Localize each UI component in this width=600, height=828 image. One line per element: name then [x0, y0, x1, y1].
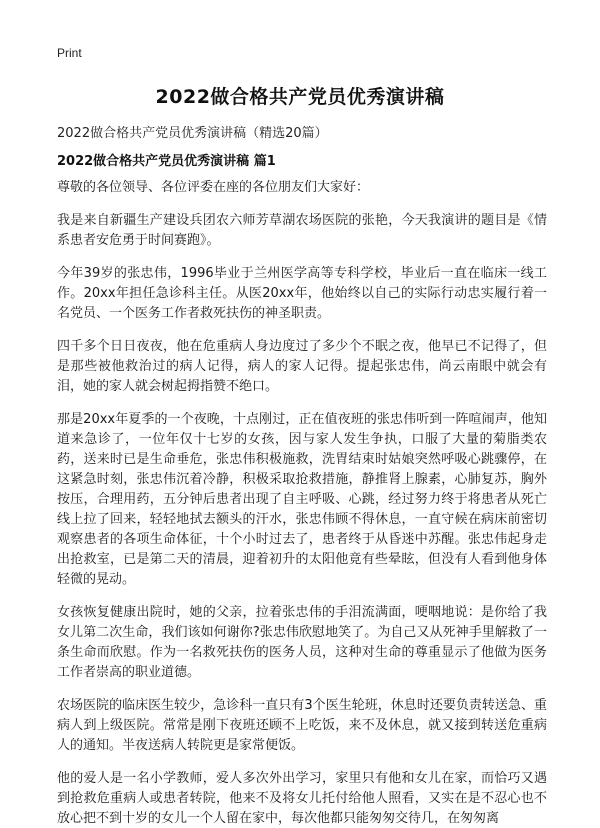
paragraph: 那是20xx年夏季的一个夜晚，十点刚过，正在值夜班的张忠伟听到一阵喧闹声，他知道来急诊了，一位年仅十七岁的女孩，因与家人发生争执，口服了大量的菊脂类农药，送来时已是生命垂危，张忠伟积极施救，洗胃结束时姑娘突然呼吸心跳骤停，在这紧急时刻，张忠伟沉着冷静，积极采取抢救措施，静推肾上腺素，心肺复苏，胸外按压，合理用药，五分钟后患者出现了自主呼吸、心跳，经过努力终于将患者从死亡线上拉了回来，轻轻地拭去额头的汗水，张忠伟顾不得休息，一直守候在病床前密切观察患者的各项生命体征，十个小时过去了，患者终于从昏迷中苏醒。张忠伟起身走出抢救室，已是第二天的清晨，迎着初升的太阳他竟有些晕眩，但没有人看到他身体轻微的晃动。 — [57, 412, 547, 587]
paragraph: 今年39岁的张忠伟，1996毕业于兰州医学高等专科学校，毕业后一直在临床一线工作。20xx年担任急诊科主任。从医20xx年，他始终以自己的实际行动忠实履行着一名党员、一个医务工作者救死扶伤的神圣职责。 — [57, 266, 547, 321]
paragraph: 女孩恢复健康出院时，她的父亲，拉着张忠伟的手泪流满面，哽咽地说：是你给了我女儿第二次生命，我们该如何谢你?张忠伟欣慰地笑了。为自己又从死神手里解救了一条生命而欣慰。作为一名救死扶伤的医务人员，这种对生命的尊重显示了他做为医务工作者崇高的职业道德。 — [57, 605, 547, 680]
document-subtitle: 2022做合格共产党员优秀演讲稿（精选20篇） — [57, 126, 328, 141]
article-body — [57, 178, 547, 828]
paragraph: 他的爱人是一名小学教师，爱人多次外出学习，家里只有他和女儿在家，而恰巧又遇到抢救危重病人或患者转院，他来不及将女儿托付给他人照看，又实在是不忍心也不放心把不到十岁的女儿一个人留在家中，每次他都只能匆匆交待几，在匆匆离 — [57, 771, 547, 826]
print-label[interactable]: Print — [57, 46, 82, 60]
paragraph: 我是来自新疆生产建设兵团农六师芳草湖农场医院的张艳，今天我演讲的题目是《情系患者安危勇于时间赛跑》。 — [57, 213, 547, 248]
paragraph: 农场医院的临床医生较少，急诊科一直只有3个医生轮班，休息时还要负责转送急、重病人到上级医院。常常是刚下夜班还顾不上吃饭，来不及休息，就又接到转送危重病人的通知。半夜送病人转院更是家常便饭。 — [57, 698, 547, 753]
section-heading: 2022做合格共产党员优秀演讲稿 篇1 — [57, 154, 276, 169]
document-title: 2022做合格共产党员优秀演讲稿 — [155, 86, 445, 108]
paragraph-greeting: 尊敬的各位领导、各位评委在座的各位朋友们大家好： — [57, 180, 370, 195]
paragraph: 四千多个日日夜夜，他在危重病人身边度过了多少个不眠之夜，他早已不记得了，但是那些被他救治过的病人记得，病人的家人记得。提起张忠伟，尚云南眼中就会有泪，她的家人就会树起拇指赞不绝口。 — [57, 339, 547, 394]
